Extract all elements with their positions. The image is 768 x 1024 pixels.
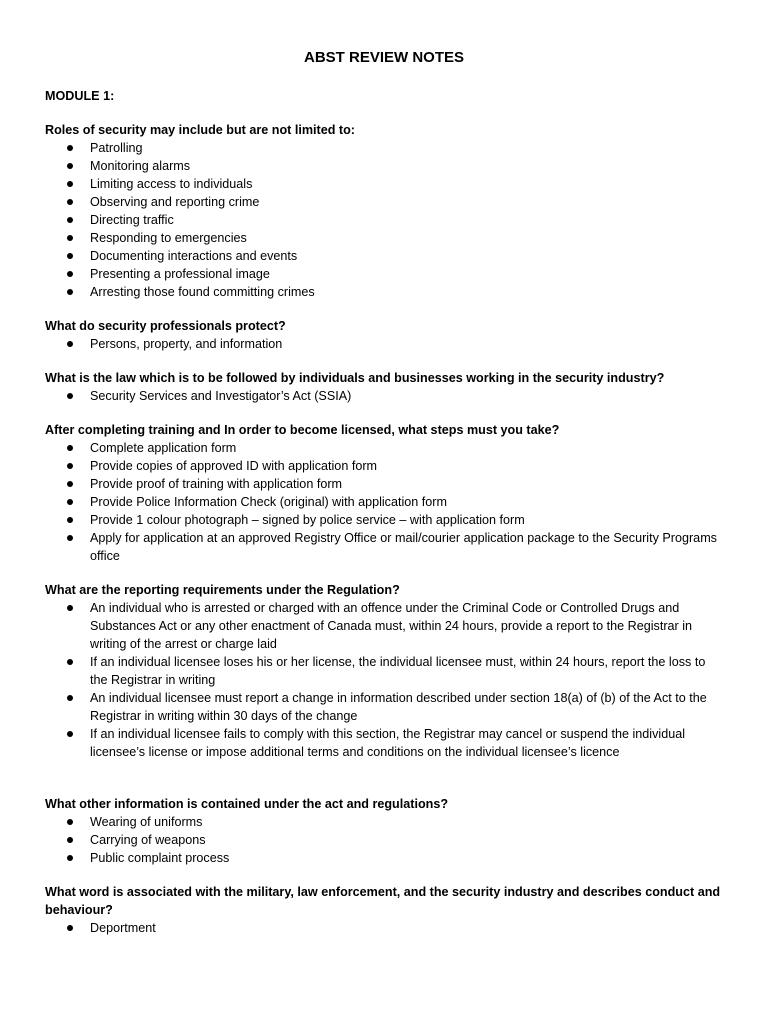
- section-conduct-word: [45, 883, 725, 937]
- list-item: Arresting those found committing crimes: [45, 283, 725, 301]
- bullet-list: [45, 919, 725, 937]
- list-item: Carrying of weapons: [45, 831, 725, 849]
- list-item: Documenting interactions and events: [45, 247, 725, 265]
- question-heading: Roles of security may include but are not limited to:: [45, 123, 355, 137]
- list-item: Public complaint process: [45, 849, 725, 867]
- question-heading: What is the law which is to be followed by individuals and businesses working in the security industry?: [45, 371, 665, 385]
- question-heading: What do security professionals protect?: [45, 319, 286, 333]
- bullet-list: [45, 139, 725, 301]
- list-item: An individual licensee must report a change in information described under section 18(a) of (b) of the Act to the Registrar in writing within 30 days of the change: [45, 689, 725, 725]
- list-item: Deportment: [45, 919, 725, 937]
- question-heading: What are the reporting requirements under the Regulation?: [45, 583, 400, 597]
- list-item: Complete application form: [45, 439, 725, 457]
- document-body: [45, 87, 725, 953]
- list-item: Directing traffic: [45, 211, 725, 229]
- list-item: Apply for application at an approved Registry Office or mail/courier application package to the Security Programs office: [45, 529, 725, 565]
- section-law: [45, 369, 725, 405]
- list-item: If an individual licensee loses his or her license, the individual licensee must, within 24 hours, report the loss to the Registrar in writing: [45, 653, 725, 689]
- list-item: Provide copies of approved ID with application form: [45, 457, 725, 475]
- list-item: Provide Police Information Check (original) with application form: [45, 493, 725, 511]
- question-heading: After completing training and In order to become licensed, what steps must you take?: [45, 423, 560, 437]
- section-protect: [45, 317, 725, 353]
- list-item: If an individual licensee fails to comply with this section, the Registrar may cancel or suspend the individual licensee’s license or impose additional terms and conditions on the individual licensee’s licence: [45, 725, 725, 761]
- bullet-list: [45, 439, 725, 565]
- list-item: Monitoring alarms: [45, 157, 725, 175]
- list-item: Persons, property, and information: [45, 335, 725, 353]
- bullet-list: [45, 335, 725, 353]
- question-heading: What word is associated with the military, law enforcement, and the security industry and describes conduct and behaviour?: [45, 885, 721, 917]
- section-licensing-steps: [45, 421, 725, 565]
- document-title: ABST REVIEW NOTES: [303, 49, 464, 66]
- list-item: Provide 1 colour photograph – signed by police service – with application form: [45, 511, 725, 529]
- bullet-list: [45, 813, 725, 867]
- list-item: Security Services and Investigator’s Act (SSIA): [45, 387, 725, 405]
- list-item: Wearing of uniforms: [45, 813, 725, 831]
- section-other-information: [45, 795, 725, 867]
- section-reporting-requirements: [45, 581, 725, 761]
- bullet-list: [45, 599, 725, 761]
- module-heading: MODULE 1:: [45, 89, 115, 103]
- bullet-list: [45, 387, 725, 405]
- list-item: Responding to emergencies: [45, 229, 725, 247]
- section-roles: [45, 121, 725, 301]
- question-heading: What other information is contained under the act and regulations?: [45, 797, 449, 811]
- list-item: Patrolling: [45, 139, 725, 157]
- list-item: Observing and reporting crime: [45, 193, 725, 211]
- list-item: Presenting a professional image: [45, 265, 725, 283]
- list-item: An individual who is arrested or charged with an offence under the Criminal Code or Controlled Drugs and Substances Act or any other enactment of Canada must, within 24 hours, provide a report to the Registrar in writing of the arrest or charge laid: [45, 599, 725, 653]
- list-item: Provide proof of training with application form: [45, 475, 725, 493]
- list-item: Limiting access to individuals: [45, 175, 725, 193]
